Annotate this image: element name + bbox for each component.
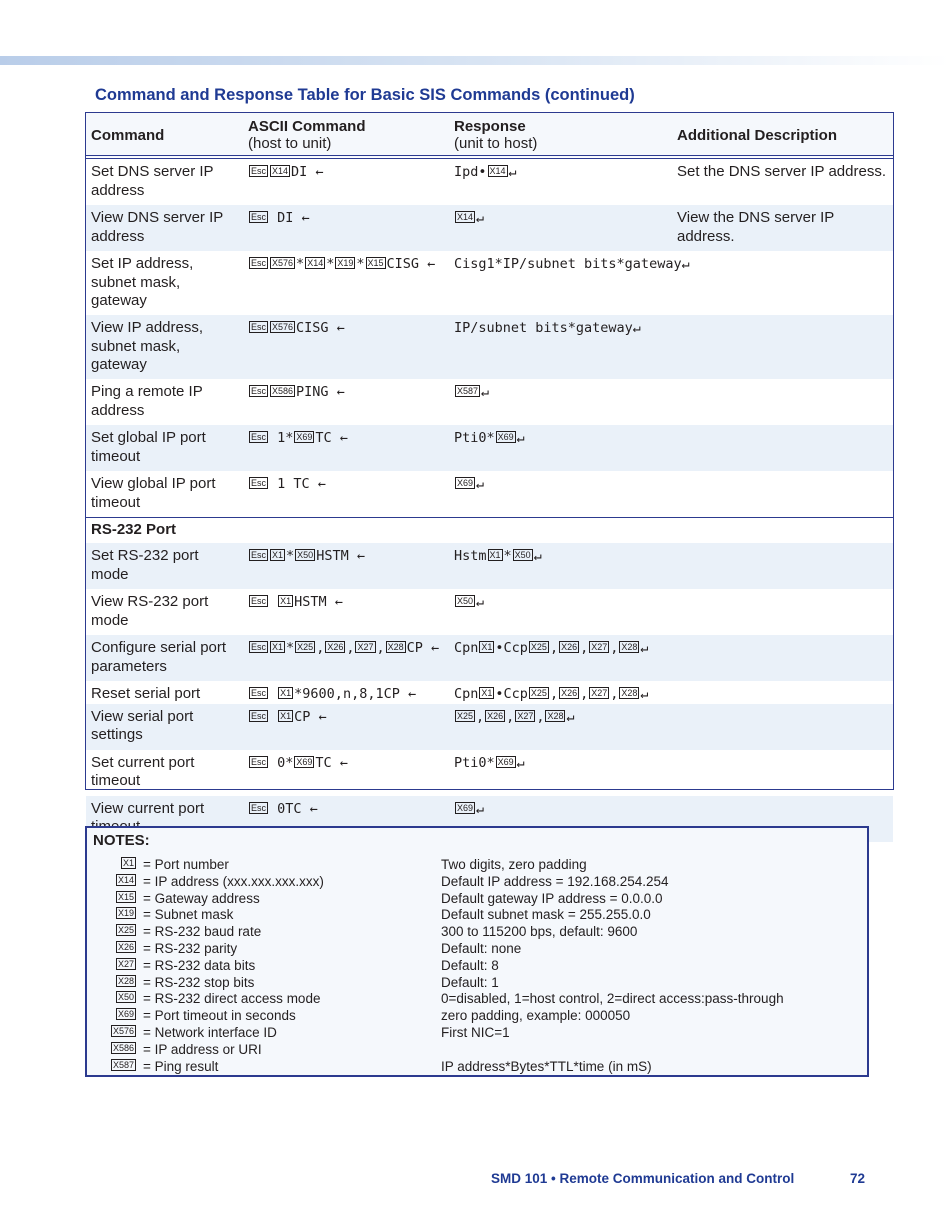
note-value: 0=disabled, 1=host control, 2=direct access:pass-through <box>441 991 784 1007</box>
header-command: Command <box>86 113 243 157</box>
note-item <box>87 924 867 941</box>
response-cell: IP/subnet bits*gateway↵ <box>449 315 672 379</box>
ascii-command-cell: Esc X1 CP ← <box>243 704 449 750</box>
variable-key-icon: X15 <box>117 891 134 902</box>
note-value: Default: 1 <box>441 974 499 990</box>
note-item <box>87 1025 867 1042</box>
header-description: Additional Description <box>672 113 893 157</box>
note-item <box>87 874 867 891</box>
section-label: RS-232 Port <box>86 518 893 544</box>
variable-key-icon: X25 <box>117 925 134 936</box>
header-response: Response (unit to host) <box>449 113 672 157</box>
variable-key-icon: X26 <box>487 710 504 721</box>
variable-key-icon: X50 <box>514 550 531 560</box>
response-cell: X69 ↵ <box>457 476 485 492</box>
ascii-command-cell: Esc 1 TC ← <box>251 476 326 492</box>
ascii-command-cell: Esc X1 HSTM ← <box>251 594 343 610</box>
response-cell: X50 ↵ <box>457 594 485 610</box>
variable-key-icon: X586 <box>112 1042 134 1053</box>
ascii-command-cell: Esc X586 PING ← <box>251 384 345 400</box>
description-cell <box>672 251 893 315</box>
variable-key-icon: Esc <box>251 596 267 606</box>
ascii-command-cell: Esc 0* X69 TC ← <box>251 754 348 771</box>
notes-heading: NOTES: <box>93 832 150 849</box>
table-row <box>86 750 893 796</box>
ascii-command-cell: Esc 1* X69 TC ← <box>243 425 449 471</box>
table-row <box>86 543 893 589</box>
description-cell: View the DNS server IP address. <box>672 205 893 251</box>
variable-key-icon: X27 <box>357 642 374 652</box>
response-cell: Pti0* X69 ↵ <box>449 425 672 471</box>
variable-key-icon: Esc <box>251 258 267 268</box>
variable-key-icon: X27 <box>117 958 134 969</box>
response-cell: Hstm X1 * X50 ↵ <box>449 543 672 589</box>
variable-key-icon: X576 <box>272 322 294 332</box>
description-cell <box>672 471 893 518</box>
table-row <box>86 635 893 681</box>
variable-key-icon: X1 <box>122 858 134 868</box>
table-row <box>86 589 893 635</box>
note-item <box>87 891 867 908</box>
ascii-command-cell: Esc X1 * X50 HSTM ← <box>243 543 449 589</box>
note-value: 300 to 115200 bps, default: 9600 <box>441 924 638 940</box>
note-value: Default: none <box>441 941 522 956</box>
notes-box <box>85 826 869 1077</box>
section-row-rs232 <box>86 518 893 544</box>
description-cell <box>672 425 893 471</box>
variable-key-icon: X28 <box>621 642 638 652</box>
ascii-command-cell: Esc DI ← <box>243 205 449 251</box>
variable-key-icon: X69 <box>296 756 313 767</box>
note-value: First NIC=1 <box>441 1025 510 1040</box>
note-item <box>87 975 867 992</box>
description-cell <box>672 704 893 750</box>
response-cell: X587 ↵ <box>457 384 490 400</box>
variable-key-icon: Esc <box>251 478 267 488</box>
note-item <box>87 907 867 924</box>
ascii-command-cell: Esc X576 CISG ← <box>243 315 449 379</box>
variable-key-icon: Esc <box>251 166 267 176</box>
table-row <box>86 471 893 518</box>
variable-key-icon: X19 <box>117 908 134 919</box>
note-description: = RS-232 stop bits <box>143 974 255 990</box>
variable-key-icon: X1 <box>489 550 501 560</box>
table-row <box>86 681 893 704</box>
variable-key-icon: X27 <box>591 688 608 698</box>
note-description: = RS-232 data bits <box>143 957 256 973</box>
table-row <box>86 205 893 251</box>
table-row <box>86 251 893 315</box>
variable-key-icon: X19 <box>337 258 354 268</box>
response-cell: Pti0* X69 ↵ <box>454 754 525 771</box>
variable-key-icon: X26 <box>561 688 578 698</box>
command-cell: View RS-232 port mode <box>91 593 209 629</box>
command-cell: Set current port timeout <box>91 753 195 789</box>
header-ascii: ASCII Command (host to unit) <box>243 113 449 157</box>
response-cell: Cpn X1 •Ccp X25 , X26 , X27 , X28 ↵ <box>454 686 649 702</box>
response-cell: X69 ↵ <box>449 796 672 842</box>
variable-key-icon: X28 <box>547 710 564 721</box>
command-cell: Set global IP port timeout <box>86 425 243 471</box>
response-cell: X25 , X26 , X27 , X28 ↵ <box>449 704 672 750</box>
variable-key-icon: X14 <box>307 258 324 268</box>
note-value: IP address*Bytes*TTL*time (in mS) <box>441 1058 652 1074</box>
variable-key-icon: X1 <box>280 710 292 721</box>
table-row <box>86 704 893 750</box>
note-value: Default subnet mask = 255.255.0.0 <box>441 907 651 923</box>
variable-key-icon: X576 <box>272 258 294 268</box>
table-row <box>86 157 893 205</box>
note-item <box>87 991 867 1008</box>
note-item <box>87 1008 867 1025</box>
variable-key-icon: X1 <box>272 550 284 560</box>
response-cell: Cisg1*IP/subnet bits*gateway↵ <box>454 256 690 272</box>
command-cell: View serial port settings <box>86 704 243 750</box>
command-cell: Configure serial port parameters <box>86 635 243 681</box>
command-table <box>85 112 894 817</box>
command-cell: View DNS server IP address <box>86 205 243 251</box>
note-value: Default gateway IP address = 0.0.0.0 <box>441 890 663 906</box>
description-cell <box>672 543 893 589</box>
variable-key-icon: X1 <box>272 642 284 652</box>
variable-key-icon: X27 <box>517 710 534 721</box>
variable-key-icon: X50 <box>457 596 474 606</box>
description-cell <box>672 750 893 796</box>
variable-key-icon: Esc <box>251 642 267 652</box>
command-table-grid <box>86 113 893 842</box>
note-description: = RS-232 baud rate <box>143 924 262 940</box>
variable-key-icon: X28 <box>387 642 404 652</box>
variable-key-icon: Esc <box>251 550 267 560</box>
variable-key-icon: Esc <box>251 322 267 332</box>
command-cell: Set RS-232 port mode <box>86 543 243 589</box>
variable-key-icon: X1 <box>481 642 493 652</box>
variable-key-icon: X26 <box>117 942 134 952</box>
variable-key-icon: Esc <box>251 802 267 813</box>
ascii-command-cell: Esc X576 * X14 * X19 * X15 CISG ← <box>251 256 436 272</box>
variable-key-icon: Esc <box>251 386 267 396</box>
table-row <box>86 315 893 379</box>
ascii-command-cell: Esc 0TC ← <box>243 796 449 842</box>
variable-key-icon: X1 <box>280 596 292 606</box>
note-description: = Ping result <box>143 1058 219 1074</box>
note-item <box>87 941 867 958</box>
ascii-command-cell: Esc X14 DI ← <box>251 164 324 180</box>
table-header-row <box>86 113 893 157</box>
variable-key-icon: Esc <box>251 756 267 767</box>
variable-key-icon: X26 <box>327 642 344 652</box>
ascii-command-cell: Esc X1 * X25 , X26 , X27 , X28 CP ← <box>243 635 449 681</box>
variable-key-icon: X14 <box>117 874 134 885</box>
note-description: = IP address (xxx.xxx.xxx.xxx) <box>143 873 324 889</box>
note-description: = Subnet mask <box>143 907 234 923</box>
note-item <box>87 1042 867 1059</box>
description-cell <box>672 589 893 635</box>
note-value: zero padding, example: 000050 <box>441 1008 631 1024</box>
description-cell <box>672 681 893 704</box>
page-number: 72 <box>850 1171 866 1186</box>
variable-key-icon: X28 <box>117 975 134 986</box>
variable-key-icon: X25 <box>530 688 547 698</box>
description-cell <box>672 379 893 425</box>
note-value: Two digits, zero padding <box>441 857 587 872</box>
variable-key-icon: X15 <box>367 258 384 268</box>
command-cell: View global IP port timeout <box>91 475 216 511</box>
variable-key-icon: X14 <box>272 166 289 176</box>
note-description: = RS-232 direct access mode <box>143 991 321 1007</box>
variable-key-icon: Esc <box>251 688 267 698</box>
variable-key-icon: X25 <box>530 642 547 652</box>
variable-key-icon: X586 <box>272 386 294 396</box>
note-description: = IP address or URI <box>143 1041 262 1057</box>
variable-key-icon: X26 <box>561 642 578 652</box>
note-description: = Port timeout in seconds <box>143 1008 296 1024</box>
variable-key-icon: X27 <box>591 642 608 652</box>
command-cell: View IP address, subnet mask, gateway <box>86 315 243 379</box>
variable-key-icon: X25 <box>457 710 474 721</box>
note-item <box>87 958 867 975</box>
note-value: Default IP address = 192.168.254.254 <box>441 873 669 889</box>
variable-key-icon: X69 <box>296 432 313 442</box>
command-cell: Set DNS server IP address <box>91 163 214 199</box>
header-gradient-bar <box>0 56 950 65</box>
command-cell: View current port <box>86 796 243 842</box>
table-row <box>86 425 893 471</box>
variable-key-icon: X69 <box>457 478 474 488</box>
variable-key-icon: X1 <box>481 688 493 698</box>
description-cell <box>672 315 893 379</box>
variable-key-icon: X576 <box>112 1026 134 1036</box>
variable-key-icon: Esc <box>251 432 267 442</box>
description-cell: Set the DNS server IP address. <box>677 163 886 180</box>
note-value: Default: 8 <box>441 957 499 973</box>
variable-key-icon: X28 <box>621 688 638 698</box>
variable-key-icon: X69 <box>497 432 514 442</box>
note-description: = Port number <box>143 857 229 872</box>
variable-key-icon: X587 <box>457 386 479 396</box>
variable-key-icon: X587 <box>112 1059 134 1070</box>
variable-key-icon: X69 <box>457 802 474 813</box>
command-cell: Set IP address, subnet mask, gateway <box>91 255 194 309</box>
variable-key-icon: Esc <box>251 710 267 721</box>
ascii-command-cell: Esc X1 *9600,n,8,1CP ← <box>251 686 417 702</box>
variable-key-icon: X14 <box>489 166 506 176</box>
variable-key-icon: X25 <box>297 642 314 652</box>
footer-text: SMD 101 • Remote Communication and Control <box>491 1171 795 1186</box>
note-description: = Gateway address <box>143 890 260 906</box>
variable-key-icon: Esc <box>251 212 267 222</box>
variable-key-icon: X1 <box>280 688 292 698</box>
variable-key-icon: X50 <box>117 992 134 1003</box>
table-row <box>86 379 893 425</box>
response-cell: X14 ↵ <box>449 205 672 251</box>
variable-key-icon: X69 <box>497 756 514 767</box>
note-description: = Network interface ID <box>143 1025 277 1040</box>
command-cell: Reset serial port <box>91 685 201 702</box>
variable-key-icon: X69 <box>117 1009 134 1020</box>
response-cell: Cpn X1 •Ccp X25 , X26 , X27 , X28 ↵ <box>449 635 672 681</box>
page-title: Command and Response Table for Basic SIS Commands (continued) <box>95 86 635 104</box>
variable-key-icon: X14 <box>457 212 474 222</box>
variable-key-icon: X50 <box>297 550 314 560</box>
description-cell <box>672 635 893 681</box>
note-item <box>87 857 867 874</box>
note-description: = RS-232 parity <box>143 941 238 956</box>
command-cell: Ping a remote IP address <box>91 383 203 419</box>
note-item <box>87 1059 867 1076</box>
response-cell: Ipd• X14 ↵ <box>454 164 517 180</box>
